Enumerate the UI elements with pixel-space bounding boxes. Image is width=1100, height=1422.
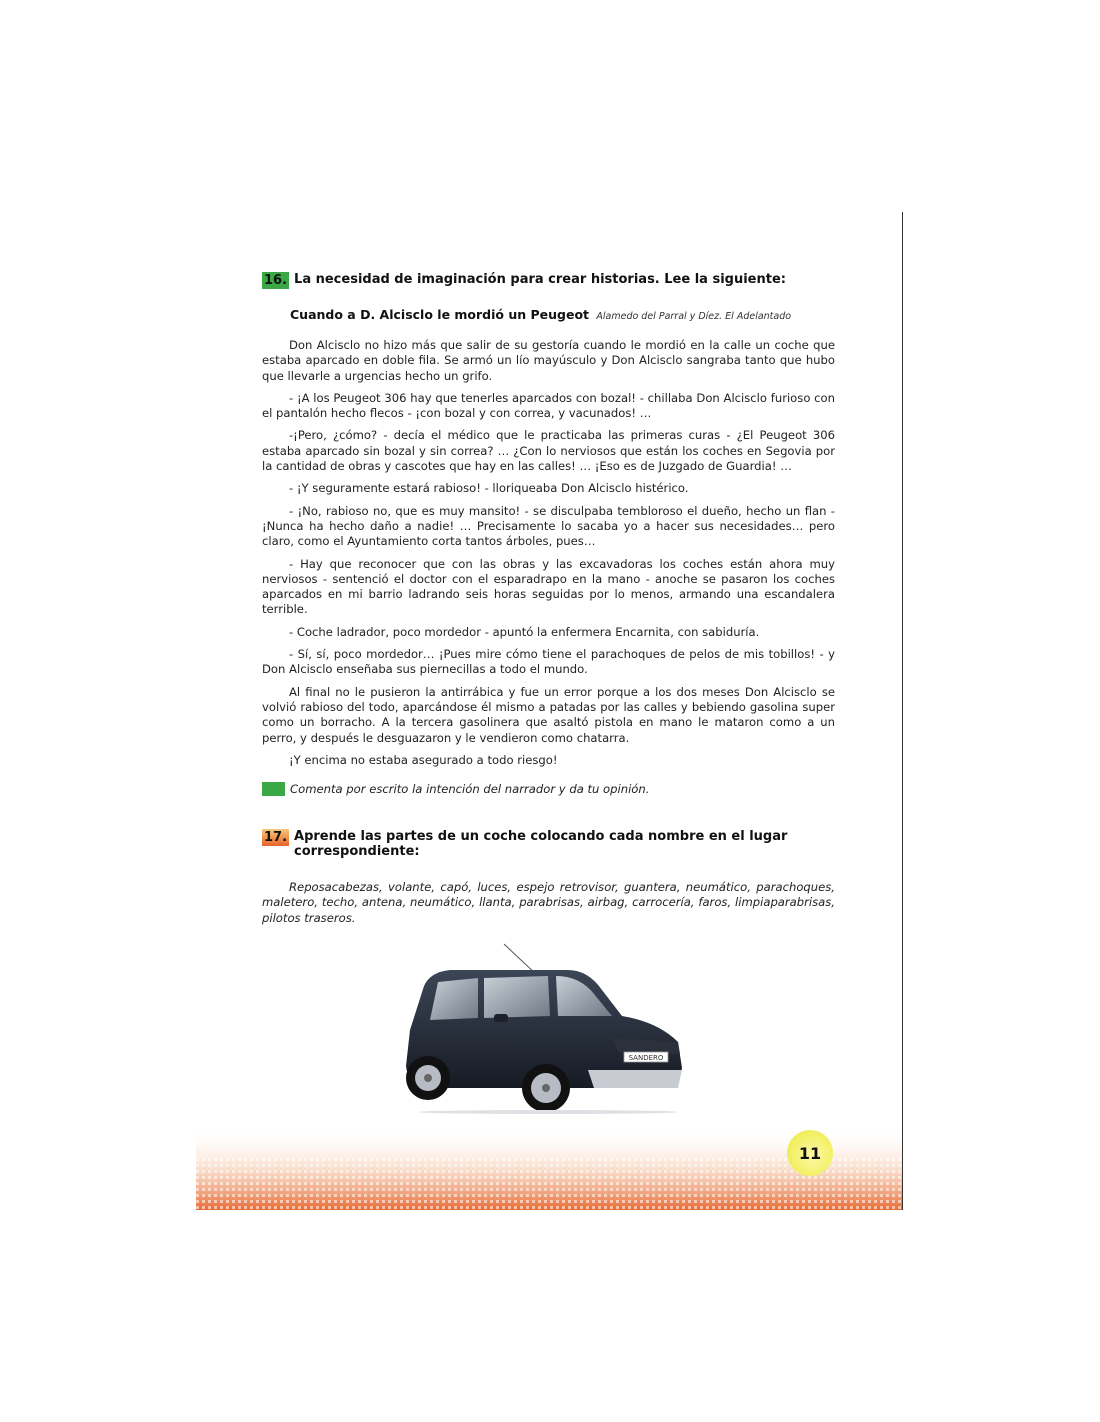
task-text: Comenta por escrito la intención del narrador y da tu opinión. [290,782,650,797]
story-paragraph: - ¡No, rabioso no, que es muy mansito! - se disculpaba tembloroso el dueño, hecho un flan - ¡Nunca ha hecho daño a nadie! … Precisamente lo sacaba yo a hacer sus necesidades… pero claro, como el Ayuntamiento corta tantos árboles, pues… [262,503,835,549]
page-number: 11 [787,1130,833,1176]
story-paragraph: - Sí, sí, poco mordedor… ¡Pues mire cómo tiene el parachoques de pelos de mis tobillos! - y Don Alcisclo enseñaba sus piernecillas a todo el mundo. [262,647,835,677]
story-paragraph: ¡Y encima no estaba asegurado a todo riesgo! [289,752,558,767]
task-marker-icon [262,782,285,796]
exercise-17-number: 17. [264,830,288,846]
exercise-16-task [262,782,835,796]
page-content [262,272,835,926]
story-paragraph: -¡Pero, ¿cómo? - decía el médico que le practicaba las primeras curas - ¿El Peugeot 306 estaba aparcado sin bozal y sin correa? … ¿Con lo nerviosos que están los coches en Segovia por la cantidad de obras y cascotes que hay en las calles! … ¡Eso es de Juzgado de Guardia! … [262,428,835,474]
car-plate-text: SANDERO [628,1054,664,1062]
story-paragraph: - Hay que reconocer que con las obras y las excavadoras los coches están ahora muy nerviosos - sentenció el doctor con el esparadrapo en la mano - anoche se pasaron los coches aparcados en mi barrio ladrando seis horas seguidas por lo menos, armando una escandalera terrible. [262,556,835,617]
exercise-17-heading [262,829,835,859]
exercise-16-number: 16. [264,273,288,288]
story-paragraph: - ¡Y seguramente estará rabioso! - lloriqueaba Don Alcisclo histérico. [289,481,689,496]
story-source: Alamedo del Parral y Díez. El Adelantado [596,311,792,322]
exercise-16-title: La necesidad de imaginación para crear historias. Lee la siguiente: [294,272,786,287]
exercise-17-title: Aprende las partes de un coche colocando cada nombre en el lugar correspondiente: [294,829,788,860]
story-paragraph: - Coche ladrador, poco mordedor - apuntó la enfermera Encarnita, con sabiduría. [289,624,760,639]
exercise-16-heading [262,272,835,289]
car-illustration [398,942,694,1114]
page-right-rule [902,212,903,1210]
car-parts-word-list: Reposacabezas, volante, capó, luces, espejo retrovisor, guantera, neumático, parachoques, maletero, techo, antena, neumático, llanta, parabrisas, airbag, carrocería, faros, limpiaparabrisas, pilotos traseros. [262,880,835,925]
story-paragraph: Al final no le pusieron la antirrábica y fue un error porque a los dos meses Don Alcisclo se volvió rabioso del todo, aparcándose él mismo a patadas por las calles y bebiendo gasolina super como un borracho. A la tercera gasolinera que asaltó pistola en mano le mataron como a un perro, y después le desguazaron y le vendieron como chatarra. [262,684,835,745]
story-title: Cuando a D. Alcisclo le mordió un Peugeot [290,307,590,322]
story-text [262,338,835,768]
story-paragraph: Don Alcisclo no hizo más que salir de su gestoría cuando le mordió en la calle un coche que estaba aparcado en doble fila. Se armó un lío mayúsculo y Don Alcisclo sangraba tanto que hubo que llevarle a urgencias hecho un grifo. [262,338,835,383]
story-paragraph: - ¡A los Peugeot 306 hay que tenerles aparcados con bozal! - chillaba Don Alcisclo furioso con el pantalón hecho flecos - ¡con bozal y con correa, y vacunados! … [262,390,835,421]
story-title-line [290,307,835,322]
